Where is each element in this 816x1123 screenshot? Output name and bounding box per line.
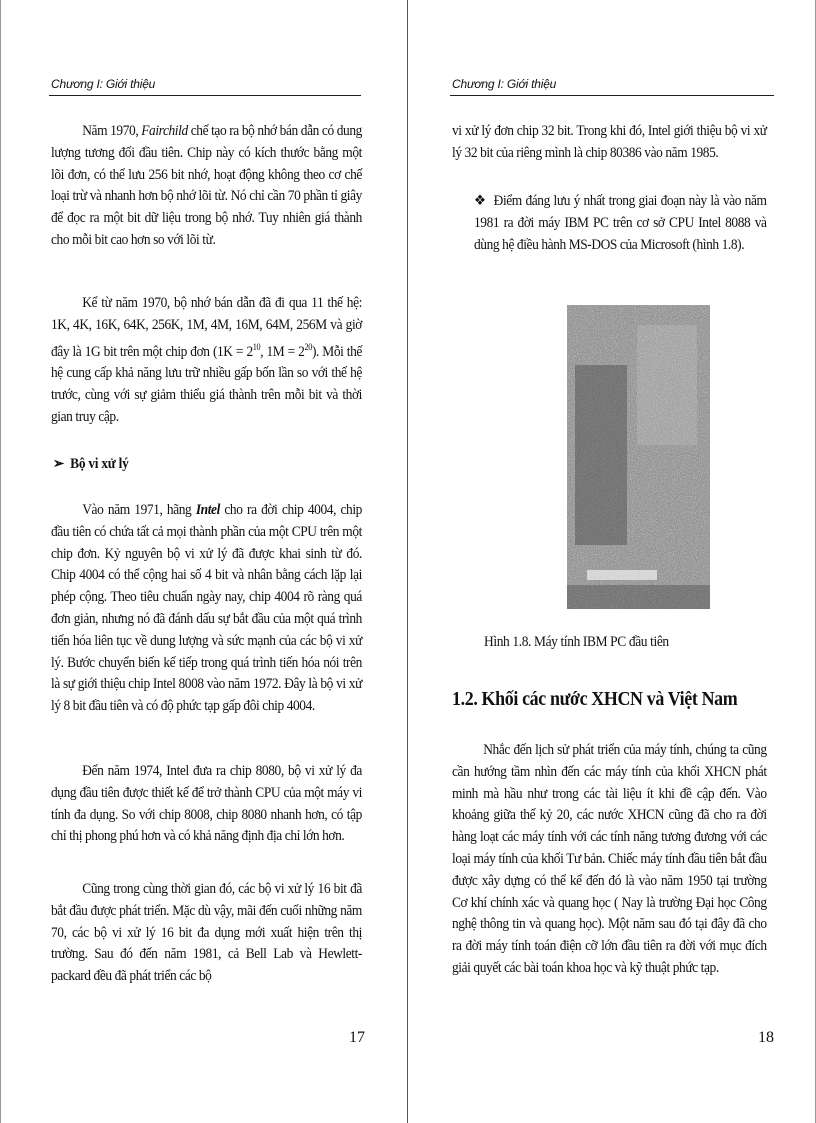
paragraph-intel-4004: Vào năm 1971, hãng Intel cho ra đời chip 4004, chip đầu tiên có chứa tất cả mọi thành phần của một CPU trên một chip đơn. Kỷ nguyên bộ vi xử lý đã được khai sinh từ đó. Chip 4004 có thể cộng hai số 4 bit và nhân bằng cách lặp lại phép cộng. Theo tiêu chuẩn ngày nay, chip 4004 rõ ràng quá đơn giản, nhưng nó đã đánh dấu sự bắt đầu của một quá trình tiến hóa liên tục về dung lượng và sức mạnh của các bộ vi xử lý. Bước chuyển biến kế tiếp trong quá trình tiến hóa nói trên là sự giới thiệu chip Intel 8008 vào năm 1972. Đây là bộ vi xử lý 8 bit đầu tiên và có độ phức tạp gấp đôi chip 4004.: [51, 502, 362, 715]
right-page-lower: [408, 0, 816, 1123]
page-number: 17: [349, 1029, 365, 1046]
header-rule: [49, 95, 361, 96]
figure-caption: Hình 1.8. Máy tính IBM PC đầu tiên: [484, 634, 669, 650]
paragraph-generations: Kể từ năm 1970, bộ nhớ bán dẫn đã đi qua 11 thế hệ: 1K, 4K, 16K, 64K, 256K, 1M, 4M, 16M, 64M, 256M và giờ đây là 1G bit trên một chip đơn ($1K = 2^{10}$, $1M = 2^{20}$). Mỗi thế hệ cung cấp khả năng lưu trữ nhiều gấp bốn lần so với thế hệ trước, cùng với sự giảm thiểu giá thành trên mỗi bit và thời gian truy cập.: [51, 295, 362, 425]
note-ibm-pc: ❖ Điểm đáng lưu ý nhất trong giai đoạn này là vào năm 1981 ra đời máy IBM PC trên cơ sở CPU Intel 8088 và dùng hệ điều hành MS-DOS của Microsoft (hình 1.8).: [474, 193, 767, 253]
paragraph-intel-8080: Đến năm 1974, Intel đưa ra chip 8080, bộ vi xử lý đa dụng đầu tiên được thiết kế để trở thành CPU của một máy vi tính đa dụng. So với chip 8008, chip 8080 nhanh hơn, có tập chỉ thị phong phú hơn và có khả năng định địa chỉ lớn hơn.: [51, 763, 362, 845]
diamond-bullet-icon: ❖: [474, 193, 487, 209]
page-number: 18: [758, 1029, 774, 1046]
paragraph-fairchild: Năm 1970, Fairchild chế tạo ra bộ nhớ bán dẫn có dung lượng tương đối đầu tiên. Chip này có kích thước bằng một lõi đơn, có thể lưu 256 bit nhớ, hoạt động không theo cơ chế loại trừ và nhanh hơn bộ nhớ lõi từ. Nó chỉ cần 70 phần tỉ giây để đọc ra một bit dữ liệu trong bộ nhớ. Tuy nhiên giá thành cho mỗi bit cao hơn so với lõi từ.: [51, 123, 362, 248]
subheading-microprocessor: ➢ Bộ vi xử lý: [53, 456, 129, 472]
paragraph-socialist-computers: Nhắc đến lịch sử phát triển của máy tính, chúng ta cũng cần hướng tầm nhìn đến các máy tính của khối XHCN phát minh mà hầu như trong các tài liệu ít khi đề cập đến. Vào khoảng giữa thế kỷ 20, các nước XHCN cũng đã cho ra đời hàng loạt các máy tính với các tính năng tương đương với các loại máy tính của khối Tư bản. Chiếc máy tính đầu tiên bắt đầu được xây dựng có thể kể đến đó là vào năm 1950 tại trường Cơ khí chính xác và quang học ( Nay là trường Đại học Công nghệ thông tin và quang học). Một năm sau đó tại đây đã cho ra đời máy tính toán điện cỡ lớn đầu tiên ra đời với mục đích giải quyết các bài toán khoa học và kỹ thuật phức tạp.: [452, 742, 767, 976]
paragraph-80386: vi xử lý đơn chip 32 bit. Trong khi đó, Intel giới thiệu bộ vi xử lý 32 bit của riêng mình là chip 80386 vào năm 1985.: [452, 123, 767, 161]
section-title: 1.2. Khối các nước XHCN và Việt Nam: [452, 689, 738, 710]
running-header: Chương I: Giới thiệu: [51, 77, 156, 91]
running-header: Chương I: Giới thiệu: [452, 77, 557, 91]
paragraph-16bit: Cũng trong cùng thời gian đó, các bộ vi xử lý 16 bit đã bắt đầu được phát triển. Mặc dù vậy, mãi đến cuối những năm 70, các bộ vi xử lý 16 bit đa dụng mới xuất hiện trên thị trường. Sau đó đến năm 1981, cả Bell Lab và Hewlett-packard đều đã phát triển các bộ: [51, 881, 362, 985]
arrow-bullet-icon: ➢: [53, 456, 64, 472]
